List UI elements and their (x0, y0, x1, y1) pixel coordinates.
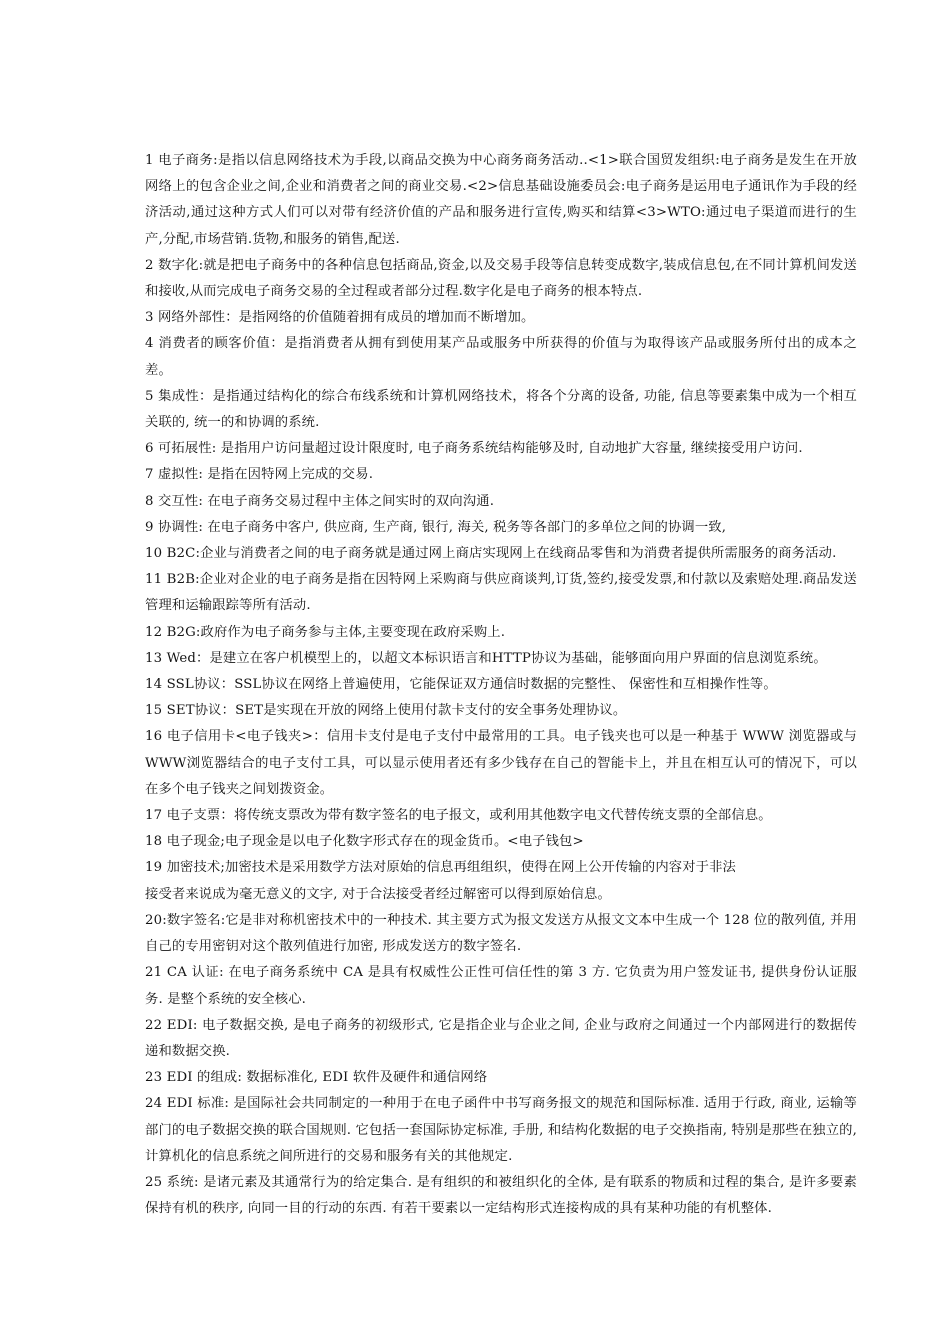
term-entry-20: 20:数字签名:它是非对称机密技术中的一种技术. 其主要方式为报文发送方从报文文本中生成一个 128 位的散列值, 并用自己的专用密钥对这个散列值进行加密, 形成发送方的数字签名. (145, 912, 857, 955)
term-entry-21: 21 CA 认证: 在电子商务系统中 CA 是具有权威性公正性可信任性的第 3 方. 它负责为用户签发证书, 提供身份认证服务. 是整个系统的安全核心. (145, 965, 857, 1007)
term-entry-24: 24 EDI 标准: 是国际社会共同制定的一种用于在电子函件中书写商务报文的规范和国际标准. 适用于行政, 商业, 运输等部门的电子数据交换的联合国规则. 它包括一套国际协定标准, 手册, 和结构化数据的电子交换指南, 特别是那些在独立的, 计算机化的信息系统之间所进行的交易和服务有关的其他规定. (145, 1096, 857, 1164)
term-entry-19: 19 加密技术;加密技术是采用数学方法对原始的信息再组组织，使得在网上公开传输的内容对于非法 (145, 860, 736, 876)
term-entry-9: 9 协调性: 在电子商务中客户, 供应商, 生产商, 银行, 海关, 税务等各部门的多单位之间的协调一致, (145, 519, 727, 535)
term-entry-14: 14 SSL协议：SSL协议在网络上普遍使用，它能保证双方通信时数据的完整性、 保密性和互相操作性等。 (145, 677, 777, 693)
document-body (145, 148, 857, 1222)
term-entry-22: 22 EDI: 电子数据交换, 是电子商务的初级形式, 它是指企业与企业之间, 企业与政府之间通过一个内部网进行的数据传递和数据交换. (145, 1017, 857, 1059)
term-entry-25: 25 系统: 是诸元素及其通常行为的给定集合. 是有组织的和被组织化的全体, 是有联系的物质和过程的集合, 是许多要素保持有机的秩序, 向同一目的行动的东西. 有若干要素以一定结构形式连接构成的具有某种功能的有机整体. (145, 1174, 857, 1217)
term-entry-16: 16 电子信用卡<电子钱夹>：信用卡支付是电子支付中最常用的工具。电子钱夹也可以是一种基于 WWW 浏览器或与WWW浏览器结合的电子支付工具，可以显示使用者还有多少钱存在自己的智能卡上，并且在相互认可的情况下，可以在多个电子钱夹之间划拨资金。 (145, 729, 857, 797)
term-entry-3: 3 网络外部性：是指网络的价值随着拥有成员的增加而不断增加。 (145, 310, 535, 326)
term-entry-12: 12 B2G:政府作为电子商务参与主体,主要变现在政府采购上. (145, 624, 506, 640)
term-entry-18: 18 电子现金;电子现金是以电子化数字形式存在的现金货币。<电子钱包> (145, 834, 584, 850)
term-entry-5: 5 集成性：是指通过结构化的综合布线系统和计算机网络技术，将各个分离的设备, 功能, 信息等要素集中成为一个相互关联的, 统一的和协调的系统. (145, 388, 857, 431)
term-entry-8: 8 交互性: 在电子商务交易过程中主体之间实时的双向沟通. (145, 493, 495, 509)
term-entry-11: 11 B2B:企业对企业的电子商务是指在因特网上采购商与供应商谈判,订货,签约,接受发票,和付款以及索赔处理.商品发送管理和运输跟踪等所有活动. (145, 572, 857, 614)
term-entry-2: 2 数字化:就是把电子商务中的各种信息包括商品,资金,以及交易手段等信息转变成数字,装成信息包,在不同计算机间发送和接收,从而完成电子商务交易的全过程或者部分过程.数字化是电子商务的根本特点. (145, 257, 857, 300)
term-entry-10: 10 B2C:企业与消费者之间的电子商务就是通过网上商店实现网上在线商品零售和为消费者提供所需服务的商务活动. (145, 546, 837, 562)
term-entry-23: 23 EDI 的组成: 数据标准化, EDI 软件及硬件和通信网络 (145, 1070, 488, 1086)
term-entry-4: 4 消费者的顾客价值：是指消费者从拥有到使用某产品或服务中所获得的价值与为取得该产品或服务所付出的成本之差。 (145, 336, 857, 378)
term-entry-1: 1 电子商务:是指以信息网络技术为手段,以商品交换为中心商务商务活动..<1>联合国贸发组织:电子商务是发生在开放网络上的包含企业之间,企业和消费者之间的商业交易.<2>信息基础设施委员会:电子商务是运用电子通讯作为手段的经济活动,通过这种方式人们可以对带有经济价值的产品和服务进行宣传,购买和结算<3>WTO:通过电子渠道而进行的生产,分配,市场营销.货物,和服务的销售,配送. (145, 153, 857, 247)
term-entry-13: 13 Wed：是建立在客户机模型上的，以超文本标识语言和HTTP协议为基础，能够面向用户界面的信息浏览系统。 (145, 650, 827, 666)
term-entry-6: 6 可拓展性: 是指用户访问量超过设计限度时, 电子商务系统结构能够及时, 自动地扩大容量, 继续接受用户访问. (145, 441, 803, 457)
term-entry-19-continued: 接受者来说成为毫无意义的文字, 对于合法接受者经过解密可以得到原始信息。 (145, 886, 611, 902)
term-entry-7: 7 虚拟性: 是指在因特网上完成的交易. (145, 467, 374, 483)
term-entry-15: 15 SET协议：SET是实现在开放的网络上使用付款卡支付的安全事务处理协议。 (145, 703, 627, 719)
term-entry-17: 17 电子支票：将传统支票改为带有数字签名的电子报文，或利用其他数字电文代替传统支票的全部信息。 (145, 808, 772, 824)
